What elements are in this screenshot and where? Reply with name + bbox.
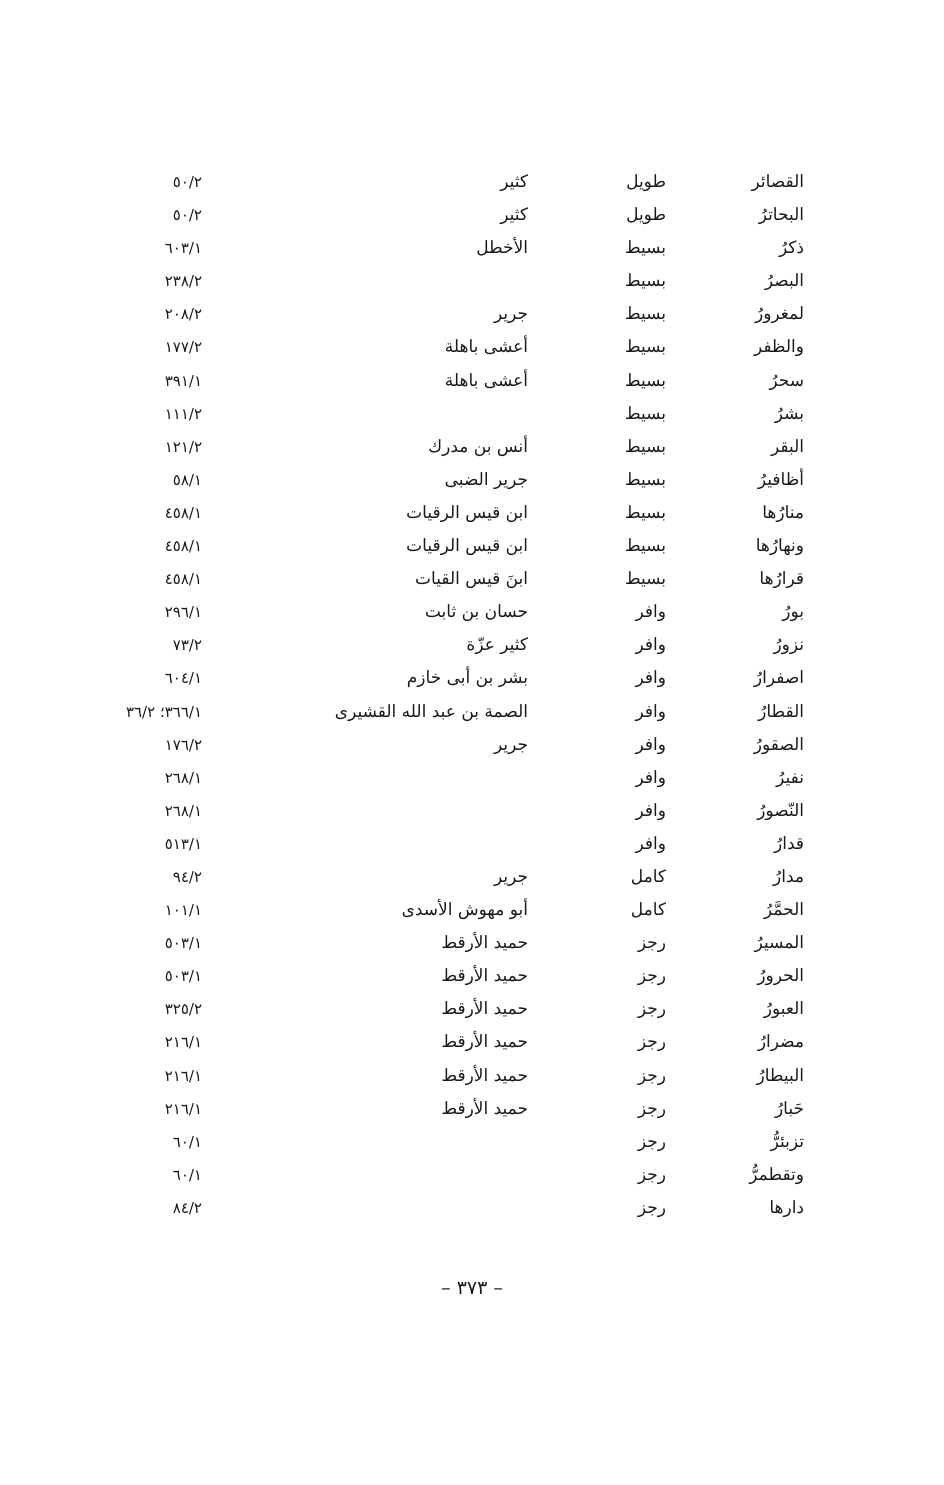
poet-name: حميد الأرقط: [441, 1098, 528, 1119]
page-reference: ٥٠/٢: [172, 173, 202, 191]
meter-name: طويل: [626, 205, 666, 226]
rhyme-word: البصرُ: [764, 271, 804, 292]
page-reference: ١٢١/٢: [164, 437, 202, 456]
index-row: [0, 497, 944, 530]
meter-name: رجز: [637, 1065, 666, 1086]
index-row: [0, 464, 944, 497]
meter-name: بسيط: [624, 238, 666, 259]
meter-name: كامل: [630, 866, 666, 887]
meter-name: وافر: [635, 701, 666, 722]
index-row: [0, 1060, 944, 1093]
rhyme-word: الحرورُ: [757, 966, 804, 987]
index-row: [0, 762, 944, 795]
rhyme-word: سحرُ: [769, 370, 804, 391]
poet-name: حميد الأرقط: [441, 999, 528, 1020]
index-row: [0, 927, 944, 960]
meter-name: رجز: [637, 1131, 666, 1152]
index-row: [0, 629, 944, 662]
poet-name: حميد الأرقط: [441, 1032, 528, 1053]
index-row: [0, 1192, 944, 1225]
page-reference: ٢١٦/١: [164, 1066, 202, 1085]
index-row: [0, 1026, 944, 1059]
index-row: [0, 232, 944, 265]
rhyme-word: المسيرُ: [754, 933, 804, 954]
index-row: [0, 861, 944, 894]
meter-name: بسيط: [624, 536, 666, 557]
index-row: [0, 265, 944, 298]
meter-name: طويل: [626, 172, 666, 192]
meter-name: رجز: [637, 1164, 666, 1185]
page-reference: ١٧٧/٢: [164, 338, 202, 357]
page-reference: ٧٣/٢: [172, 636, 202, 655]
rhyme-word: أظافيرُ: [757, 469, 804, 490]
rhyme-word: البيطارُ: [756, 1065, 804, 1086]
page-reference: ٢٠٨/٢: [164, 305, 202, 324]
page-reference: ٦٠/١: [172, 1165, 202, 1184]
index-row: [0, 662, 944, 695]
rhyme-word: نفيرُ: [776, 767, 804, 788]
meter-name: رجز: [637, 966, 666, 987]
meter-name: بسيط: [624, 436, 666, 457]
page-number: – ٣٧٣ –: [441, 1277, 503, 1299]
page-reference: ٢١٦/١: [164, 1099, 202, 1118]
page-reference: ٥١٣/١: [164, 834, 202, 853]
rhyme-word: منارُها: [762, 502, 804, 523]
page-reference: ٢٣٨/٢: [164, 272, 202, 291]
meter-name: بسيط: [624, 502, 666, 523]
index-row: [0, 828, 944, 861]
poet-name: كثير: [500, 205, 528, 226]
rhyme-word: ذكرُ: [778, 238, 804, 259]
rhyme-word: مضرارُ: [757, 1032, 804, 1053]
poet-name: حميد الأرقط: [441, 966, 528, 987]
page-reference: ٣٢٥/٢: [164, 1000, 202, 1019]
rhyme-word: حَبارُ: [774, 1098, 804, 1119]
poet-name: أعشى باهلة: [444, 370, 528, 391]
page-reference: ٨٤/٢: [172, 1198, 202, 1217]
meter-name: رجز: [637, 1098, 666, 1119]
page-reference: ٤٥٨/١: [164, 503, 202, 522]
meter-name: وافر: [635, 767, 666, 788]
rhyme-word: بشرُ: [774, 403, 804, 424]
index-row: [0, 166, 944, 199]
index-row: [0, 563, 944, 596]
poet-name: أعشى باهلة: [444, 337, 528, 358]
page-reference: ٢١٦/١: [164, 1033, 202, 1052]
rhyme-word: الحمَّرُ: [763, 900, 804, 921]
meter-name: بسيط: [624, 569, 666, 590]
rhyme-word: لمغرورُ: [754, 304, 804, 325]
page-reference: ٣٩١/١: [164, 371, 202, 390]
index-row: [0, 199, 944, 232]
page-reference: ٣٦٦/١؛ ٣٦/٢: [125, 702, 202, 721]
poet-name: كثير عزّة: [466, 635, 528, 656]
meter-name: وافر: [635, 635, 666, 656]
index-row: [0, 530, 944, 563]
poet-name: ابن قيس الرقيات: [406, 502, 528, 523]
page-reference: ٥٨/١: [172, 470, 202, 489]
poet-name: بشر بن أبى خازم: [406, 668, 528, 689]
index-row: [0, 431, 944, 464]
poet-name: كثير: [500, 172, 528, 192]
index-row: [0, 729, 944, 762]
index-row: [0, 1126, 944, 1159]
rhyme-word: والظفر: [753, 337, 804, 358]
rhyme-word: وتقطمرُّ: [749, 1164, 804, 1185]
page-reference: ٩٤/٢: [172, 867, 202, 886]
rhyme-word: اصفرارُ: [753, 668, 804, 689]
meter-name: وافر: [635, 602, 666, 623]
page-reference: ٦٠٣/١: [164, 239, 202, 258]
meter-name: بسيط: [624, 370, 666, 391]
index-row: [0, 1093, 944, 1126]
poet-name: حسان بن ثابت: [424, 602, 528, 623]
rhyme-word: النّصورُ: [757, 800, 804, 821]
meter-name: بسيط: [624, 403, 666, 424]
meter-name: رجز: [637, 1197, 666, 1218]
poet-name: حميد الأرقط: [441, 933, 528, 954]
page-reference: ٥٠٣/١: [164, 934, 202, 953]
meter-name: وافر: [635, 833, 666, 854]
meter-name: وافر: [635, 668, 666, 689]
page-reference: ١٧٦/٢: [164, 735, 202, 754]
meter-name: بسيط: [624, 469, 666, 490]
poet-name: جرير: [494, 734, 528, 755]
meter-name: وافر: [635, 734, 666, 755]
poet-name: ابنَ قيس القيات: [415, 569, 528, 590]
page-reference: ٢٦٨/١: [164, 801, 202, 820]
meter-name: وافر: [635, 800, 666, 821]
page-reference: ٢٩٦/١: [164, 603, 202, 622]
page-reference: ١٠١/١: [164, 901, 202, 920]
rhyme-word: مدارُ: [773, 866, 804, 887]
index-row: [0, 398, 944, 431]
rhyme-word: بورُ: [782, 602, 804, 623]
meter-name: رجز: [637, 933, 666, 954]
page-reference: ٤٥٨/١: [164, 570, 202, 589]
rhyme-word: تزبئرُّ: [770, 1131, 804, 1152]
rhyme-word: قرارُها: [759, 569, 804, 590]
rhyme-word: قدارُ: [774, 833, 804, 854]
page-reference: ٦٠٤/١: [164, 669, 202, 688]
poet-name: جرير: [494, 304, 528, 325]
index-row: [0, 1159, 944, 1192]
index-row: [0, 596, 944, 629]
poet-name: جرير: [494, 866, 528, 887]
page-reference: ٥٠٣/١: [164, 967, 202, 986]
page-reference: ٤٥٨/١: [164, 537, 202, 556]
meter-name: بسيط: [624, 271, 666, 292]
page-reference: ٥٠/٢: [172, 206, 202, 225]
index-row: [0, 795, 944, 828]
rhyme-word: القطارُ: [758, 701, 804, 722]
poet-name: الصمة بن عبد الله القشيرى: [334, 701, 528, 722]
rhyme-word: نزورُ: [773, 635, 804, 656]
meter-name: رجز: [637, 999, 666, 1020]
rhyme-word: الصقورُ: [753, 734, 804, 755]
poet-name: جرير الضبى: [444, 469, 528, 490]
rhyme-word: البقر: [770, 436, 804, 457]
page-reference: ٢٦٨/١: [164, 768, 202, 787]
index-row: [0, 993, 944, 1026]
meter-name: رجز: [637, 1032, 666, 1053]
index-row: [0, 298, 944, 331]
rhyme-word: البحاترُ: [758, 205, 804, 226]
poet-name: أبو مهوش الأسدى: [401, 900, 528, 921]
meter-name: بسيط: [624, 304, 666, 325]
page-reference: ١١١/٢: [164, 404, 202, 423]
verse-index-table: [0, 166, 944, 1225]
index-row: [0, 960, 944, 993]
meter-name: بسيط: [624, 337, 666, 358]
rhyme-word: دارها: [769, 1197, 804, 1218]
index-row: [0, 696, 944, 729]
index-row: [0, 365, 944, 398]
poet-name: ابن قيس الرقيات: [406, 536, 528, 557]
rhyme-word: القصائر: [751, 172, 804, 192]
rhyme-word: العبورُ: [763, 999, 804, 1020]
page-reference: ٦٠/١: [172, 1132, 202, 1151]
index-row: [0, 331, 944, 364]
meter-name: كامل: [630, 900, 666, 921]
poet-name: أنس بن مدرك: [428, 436, 528, 457]
poet-name: حميد الأرقط: [441, 1065, 528, 1086]
poet-name: الأخطل: [476, 238, 528, 259]
rhyme-word: ونهارُها: [755, 536, 804, 557]
index-row: [0, 894, 944, 927]
